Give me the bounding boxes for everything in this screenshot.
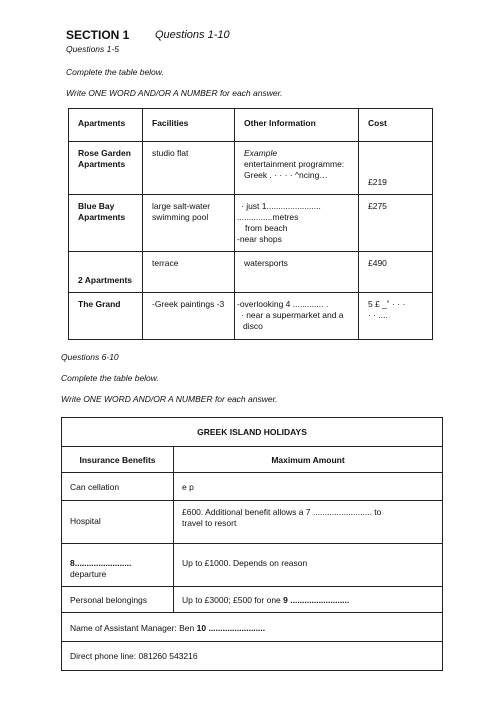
apartment-cell: 2 Apartments <box>69 252 143 293</box>
insurance-table-title: GREEK ISLAND HOLIDAYS <box>62 418 443 447</box>
apartment-cell: Blue Bay Apartments <box>69 195 143 252</box>
table-row <box>69 293 433 340</box>
part1-instruction-1: Complete the table below. <box>66 67 164 77</box>
other-info-cell: -overlooking 4 ............. . · near a supermarket and a disco <box>235 293 359 340</box>
table-row <box>62 473 443 501</box>
part2-instruction-2: Write ONE WORD AND/OR A NUMBER for each answer. <box>61 394 278 404</box>
benefit-cell: Personal belongings <box>62 587 174 613</box>
apartment-cell: The Grand <box>69 293 143 340</box>
amount-cell: Up to £3000; £500 for one 9 ......................... <box>174 587 443 613</box>
benefit-cell: Hospital <box>62 501 174 544</box>
part2-label: Questions 6-10 <box>61 352 119 362</box>
amount-cell: Up to £1000. Depends on reason <box>174 544 443 587</box>
benefit-cell: 8........................ departure <box>62 544 174 587</box>
phone-cell: Direct phone line: 081260 543216 <box>62 642 443 671</box>
header-insurance-benefits: Insurance Benefits <box>62 447 174 473</box>
other-info-cell: · just 1....................... ...............metres from beach -near shops <box>235 195 359 252</box>
cost-cell: £490 <box>359 252 433 293</box>
manager-cell: Name of Assistant Manager: Ben 10 ........................ <box>62 613 443 642</box>
table-title-row <box>62 418 443 447</box>
amount-cell: £600. Additional benefit allows a 7 ......................... to travel to resort <box>174 501 443 544</box>
table-row <box>62 613 443 642</box>
table-header-row <box>62 447 443 473</box>
header-other-information: Other Information <box>235 109 359 142</box>
table-header-row <box>69 109 433 142</box>
table-row <box>62 587 443 613</box>
table-row <box>69 142 433 195</box>
table-row <box>62 501 443 544</box>
section-title: SECTION 1 <box>66 28 130 42</box>
answer-blank-10: 10 ........................ <box>196 623 266 633</box>
questions-range: Questions 1-10 <box>155 29 230 41</box>
table-row <box>69 195 433 252</box>
cost-cell: £275 <box>359 195 433 252</box>
facilities-cell: -Greek paintings -3 <box>143 293 235 340</box>
other-info-cell: watersports <box>235 252 359 293</box>
answer-blank-8: 8........................ <box>70 558 132 568</box>
benefit-cell: Can cellation <box>62 473 174 501</box>
part1-instruction-2: Write ONE WORD AND/OR A NUMBER for each answer. <box>66 88 283 98</box>
apartment-cell: Rose Garden Apartments <box>69 142 143 195</box>
facilities-cell: large salt-water swimming pool <box>143 195 235 252</box>
header-maximum-amount: Maximum Amount <box>174 447 443 473</box>
table-row <box>62 544 443 587</box>
amount-cell: e p <box>174 473 443 501</box>
facilities-cell: studio flat <box>143 142 235 195</box>
part1-label: Questions 1-5 <box>66 44 119 54</box>
cost-cell: £219 <box>359 142 433 195</box>
insurance-table <box>61 417 443 671</box>
header-apartments: Apartments <box>69 109 143 142</box>
other-info-cell: Example entertainment programme: Greek . · · · · ^ncing… <box>235 142 359 195</box>
answer-blank-9: 9 ......................... <box>283 595 350 605</box>
cost-cell: 5 £ _˚ · · · · · .... <box>359 293 433 340</box>
header-facilities: Facilities <box>143 109 235 142</box>
table-row <box>62 642 443 671</box>
part2-instruction-1: Complete the table below. <box>61 373 159 383</box>
facilities-cell: terrace <box>143 252 235 293</box>
table-row <box>69 252 433 293</box>
header-cost: Cost <box>359 109 433 142</box>
apartments-table <box>68 108 433 340</box>
